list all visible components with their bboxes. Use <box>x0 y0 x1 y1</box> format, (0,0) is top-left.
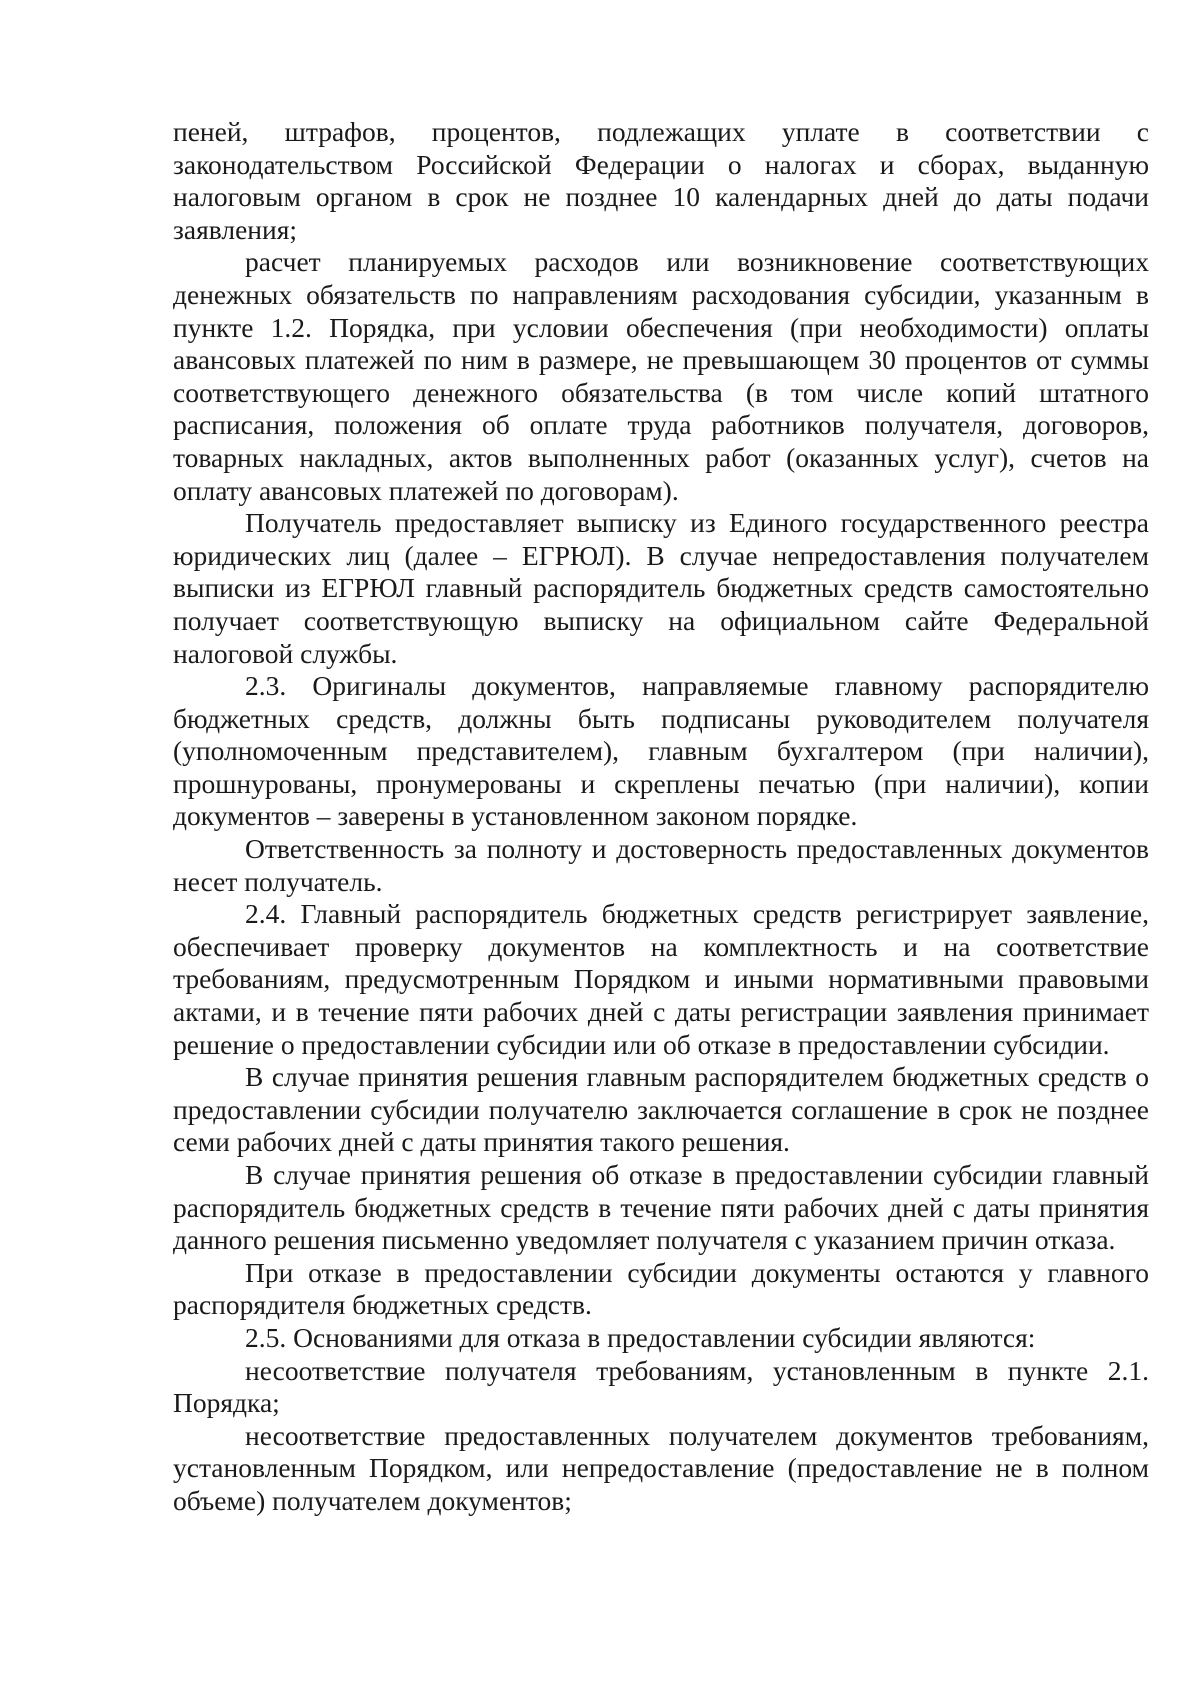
paragraph-expense-calculation: расчет планируемых расходов или возникновение соответствующих денежных обязательств по направлениям расходования субсидии, указанным в пункте 1.2. Порядка, при условии обеспечения (при необходимости) оплаты авансовых платежей по ним в размере, не превышающем 30 процентов от суммы соответствующего денежного обязательства (в том числе копий штатного расписания, положения об оплате труда работников получателя, договоров, товарных накладных, актов выполненных работ (оказанных услуг), счетов на оплату авансовых платежей по договорам). <box>173 246 1149 506</box>
paragraph-refusal-ground-2: несоответствие предоставленных получателем документов требованиям, установленным Порядком, или непредоставление (предоставление не в полном объеме) получателем документов; <box>173 1419 1149 1516</box>
paragraph-debt-certificate: пеней, штрафов, процентов, подлежащих уплате в соответствии с законодательством Российской Федерации о налогах и сборах, выданную налоговым органом в срок не позднее 10 календарных дней до даты подачи заявления; <box>173 116 1149 245</box>
paragraph-agreement: В случае принятия решения главным распорядителем бюджетных средств о предоставлении субсидии получателю заключается соглашение в срок не позднее семи рабочих дней с даты принятия такого решения. <box>173 1061 1149 1158</box>
paragraph-section-2-3: 2.3. Оригиналы документов, направляемые главному распорядителю бюджетных средств, должны быть подписаны руководителем получателя (уполномоченным представителем), главным бухгалтером (при наличии), прошнурованы, пронумерованы и скреплены печатью (при наличии), копии документов – заверены в установленном законом порядке. <box>173 670 1149 832</box>
paragraph-section-2-5: 2.5. Основаниями для отказа в предоставлении субсидии являются: <box>245 1321 1036 1353</box>
paragraph-responsibility: Ответственность за полноту и достоверность предоставленных документов несет получатель. <box>173 833 1149 897</box>
paragraph-egrul-extract: Получатель предоставляет выписку из Единого государственного реестра юридических лиц (далее – ЕГРЮЛ). В случае непредоставления получателем выписки из ЕГРЮЛ главный распорядитель бюджетных средств самостоятельно получает соответствующую выписку на официальном сайте Федеральной налоговой службы. <box>173 507 1149 669</box>
paragraph-section-2-4: 2.4. Главный распорядитель бюджетных средств регистрирует заявление, обеспечивает проверку документов на комплектность и на соответствие требованиям, предусмотренным Порядком и иными нормативными правовыми актами, и в течение пяти рабочих дней с даты регистрации заявления принимает решение о предоставлении субсидии или об отказе в предоставлении субсидии. <box>173 898 1149 1060</box>
paragraph-refusal-ground-1: несоответствие получателя требованиям, установленным в пункте 2.1. Порядка; <box>173 1354 1149 1419</box>
document-body <box>173 116 1149 1518</box>
paragraph-refusal-notice: В случае принятия решения об отказе в предоставлении субсидии главный распорядитель бюджетных средств в течение пяти рабочих дней с даты принятия данного решения письменно уведомляет получателя с указанием причин отказа. <box>173 1159 1149 1256</box>
paragraph-documents-retained: При отказе в предоставлении субсидии документы остаются у главного распорядителя бюджетных средств. <box>173 1256 1149 1321</box>
